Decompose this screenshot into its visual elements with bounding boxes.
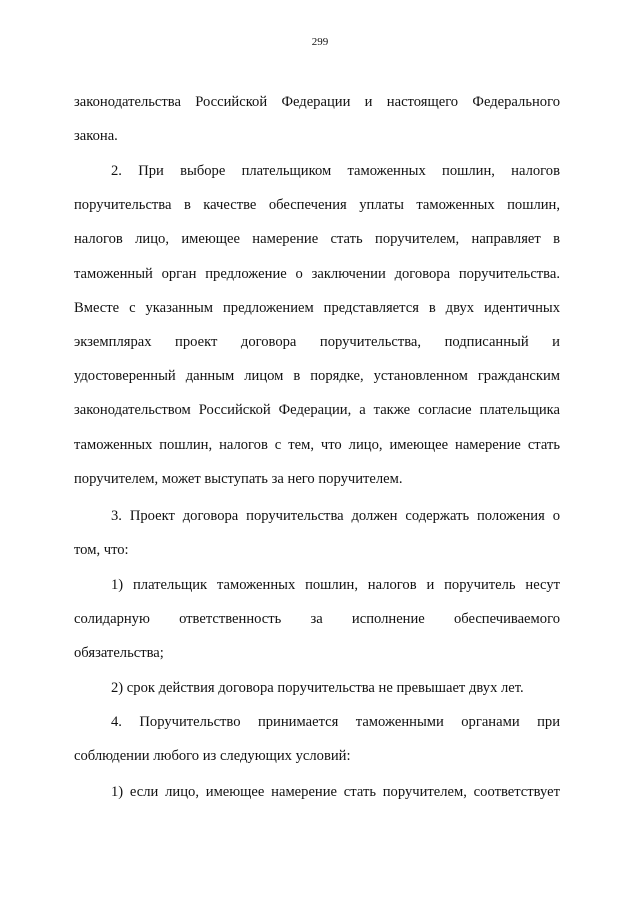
page-number: 299 xyxy=(311,36,329,48)
text-line: 3. Проект договора поручительства должен содержать положения о xyxy=(111,508,560,524)
text-line: законодательством Российской Федерации, а также согласие плательщика xyxy=(74,402,560,419)
text-line: 2) срок действия договора поручительства не превышает двух лет. xyxy=(111,680,524,696)
text-line: Вместе с указанным предложением представляется в двух идентичных xyxy=(74,299,560,316)
paragraph-subitem-1 xyxy=(74,568,560,671)
paragraph-continuation xyxy=(74,85,560,153)
text-line: закона. xyxy=(74,128,118,145)
text-line: 2. При выборе плательщиком таможенных пошлин, налогов xyxy=(111,163,560,179)
text-line: налогов лицо, имеющее намерение стать поручителем, направляет в xyxy=(74,231,560,248)
text-line: 1) если лицо, имеющее намерение стать поручителем, соответствует xyxy=(111,784,560,800)
paragraph-item-4 xyxy=(74,705,560,773)
text-line: поручителем, может выступать за него поручителем. xyxy=(74,470,403,487)
text-line: обязательства; xyxy=(74,645,164,662)
paragraph-item-4-subitem-1 xyxy=(74,775,560,809)
text-line: таможенный орган предложение о заключении договора поручительства. xyxy=(74,265,560,282)
text-line: таможенных пошлин, налогов с тем, что лицо, имеющее намерение стать xyxy=(74,436,560,453)
paragraph-item-3 xyxy=(74,499,560,567)
text-line: поручительства в качестве обеспечения уплаты таможенных пошлин, xyxy=(74,197,560,214)
text-line: 1) плательщик таможенных пошлин, налогов и поручитель несут xyxy=(111,577,560,593)
text-line: экземплярах проект договора поручительства, подписанный и xyxy=(74,334,560,351)
text-line: удостоверенный данным лицом в порядке, установленном гражданским xyxy=(74,368,560,385)
text-line: 4. Поручительство принимается таможенными органами при xyxy=(111,714,560,730)
text-line: законодательства Российской Федерации и настоящего Федерального xyxy=(74,94,560,110)
paragraph-item-2 xyxy=(74,154,560,496)
text-line: солидарную ответственность за исполнение обеспечиваемого xyxy=(74,611,560,628)
text-line: соблюдении любого из следующих условий: xyxy=(74,748,351,765)
text-line: том, что: xyxy=(74,542,129,559)
paragraph-subitem-2 xyxy=(74,671,560,705)
